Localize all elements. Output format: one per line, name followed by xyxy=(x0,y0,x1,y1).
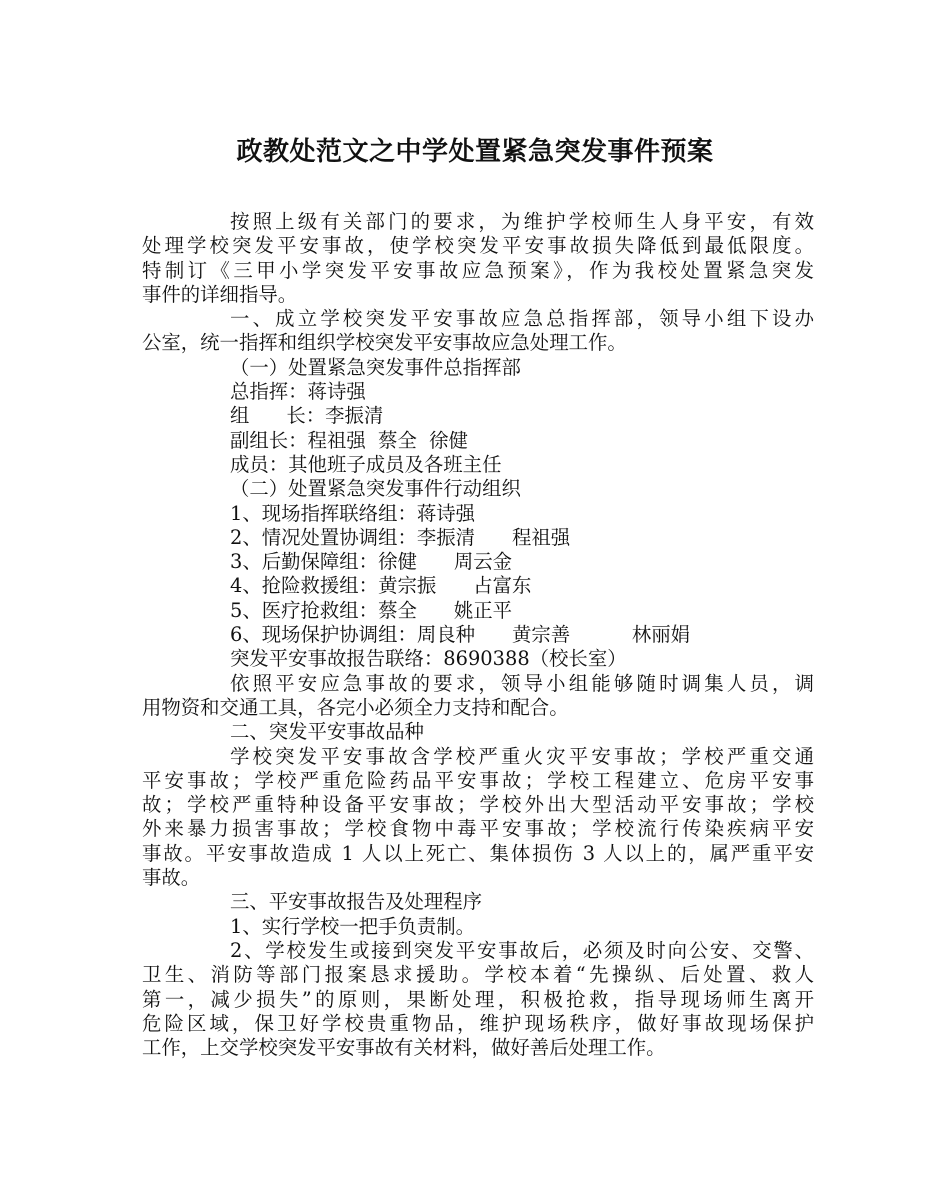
group-line: 3、后勤保障组：徐健 周云金 xyxy=(230,550,513,574)
roster-label: 组 长：李振清 xyxy=(230,404,384,428)
subsection-heading: （二）处置紧急突发事件行动组织 xyxy=(230,477,521,501)
section-heading: 三、平安事故报告及处理程序 xyxy=(230,890,483,914)
paragraph-line: 特制订《三甲小学突发平安事故应急预案》，作为我校处置紧急突发 xyxy=(142,258,814,282)
paragraph-line: 工作，上交学校突发平安事故有关材料，做好善后处理工作。 xyxy=(142,1036,666,1060)
paragraph-line: 公室，统一指挥和组织学校突发平安事故应急处理工作。 xyxy=(142,331,627,355)
paragraph-line: 故；学校严重特种设备平安事故；学校外出大型活动平安事故；学校 xyxy=(142,793,814,817)
paragraph-line: 依照平安应急事故的要求，领导小组能够随时调集人员，调 xyxy=(230,671,814,695)
group-line: 2、情况处置协调组：李振清 程祖强 xyxy=(230,525,571,549)
paragraph-line: 卫生、消防等部门报案恳求援助。学校本着“先操纵、后处置、救人 xyxy=(142,963,814,987)
roster-line: 成员：其他班子成员及各班主任 xyxy=(230,452,502,476)
paragraph-line: 第一，减少损失”的原则，果断处理，积极抢救，指导现场师生离开 xyxy=(142,987,814,1011)
group-line: 1、现场指挥联络组：蒋诗强 xyxy=(230,501,476,525)
roster-line: 副组长：程祖强 蔡全 徐健 xyxy=(230,428,468,452)
paragraph-line: 按照上级有关部门的要求，为维护学校师生人身平安，有效 xyxy=(230,210,814,233)
paragraph-line: 危险区域，保卫好学校贵重物品，维护现场秩序，做好事故现场保护 xyxy=(142,1011,814,1035)
paragraph-line: 用物资和交通工具，各完小必须全力支持和配合。 xyxy=(142,695,569,719)
subsection-heading: （一）处置紧急突发事件总指挥部 xyxy=(230,355,521,379)
paragraph-line: 学校突发平安事故含学校严重火灾平安事故；学校严重交通 xyxy=(230,744,814,768)
paragraph-line: 2、学校发生或接到突发平安事故后，必须及时向公安、交警、 xyxy=(230,938,814,962)
section-heading: 二、突发平安事故品种 xyxy=(230,720,424,744)
paragraph-line: 平安事故；学校严重危险药品平安事故；学校工程建立、危房平安事 xyxy=(142,768,814,792)
contact-line: 突发平安事故报告联络：8690388（校长室） xyxy=(230,647,627,671)
paragraph-line: 处理学校突发平安事故，使学校突发平安事故损失降低到最低限度。 xyxy=(142,234,814,258)
paragraph-line: 事故。 xyxy=(142,866,201,890)
paragraph-line: 1、实行学校一把手负责制。 xyxy=(230,914,476,938)
paragraph-line: 外来暴力损害事故；学校食物中毒平安事故；学校流行传染疾病平安 xyxy=(142,817,814,841)
section-heading-line: 一、成立学校突发平安事故应急总指挥部，领导小组下设办 xyxy=(230,307,814,331)
roster-line xyxy=(142,404,814,428)
document-title: 政教处范文之中学处置紧急突发事件预案 xyxy=(236,137,714,167)
roster-line: 总指挥：蒋诗强 xyxy=(230,380,366,404)
paragraph-line: 事件的详细指导。 xyxy=(142,282,298,306)
document-body xyxy=(142,210,814,1060)
group-line: 4、抢险救援组：黄宗振 占富东 xyxy=(230,574,532,598)
group-line: 6、现场保护协调组：周良种 黄宗善 林丽娟 xyxy=(230,623,690,647)
paragraph-line: 事故。平安事故造成 1 人以上死亡、集体损伤 3 人以上的，属严重平安 xyxy=(142,841,814,865)
group-line: 5、医疗抢救组：蔡全 姚正平 xyxy=(230,598,513,622)
